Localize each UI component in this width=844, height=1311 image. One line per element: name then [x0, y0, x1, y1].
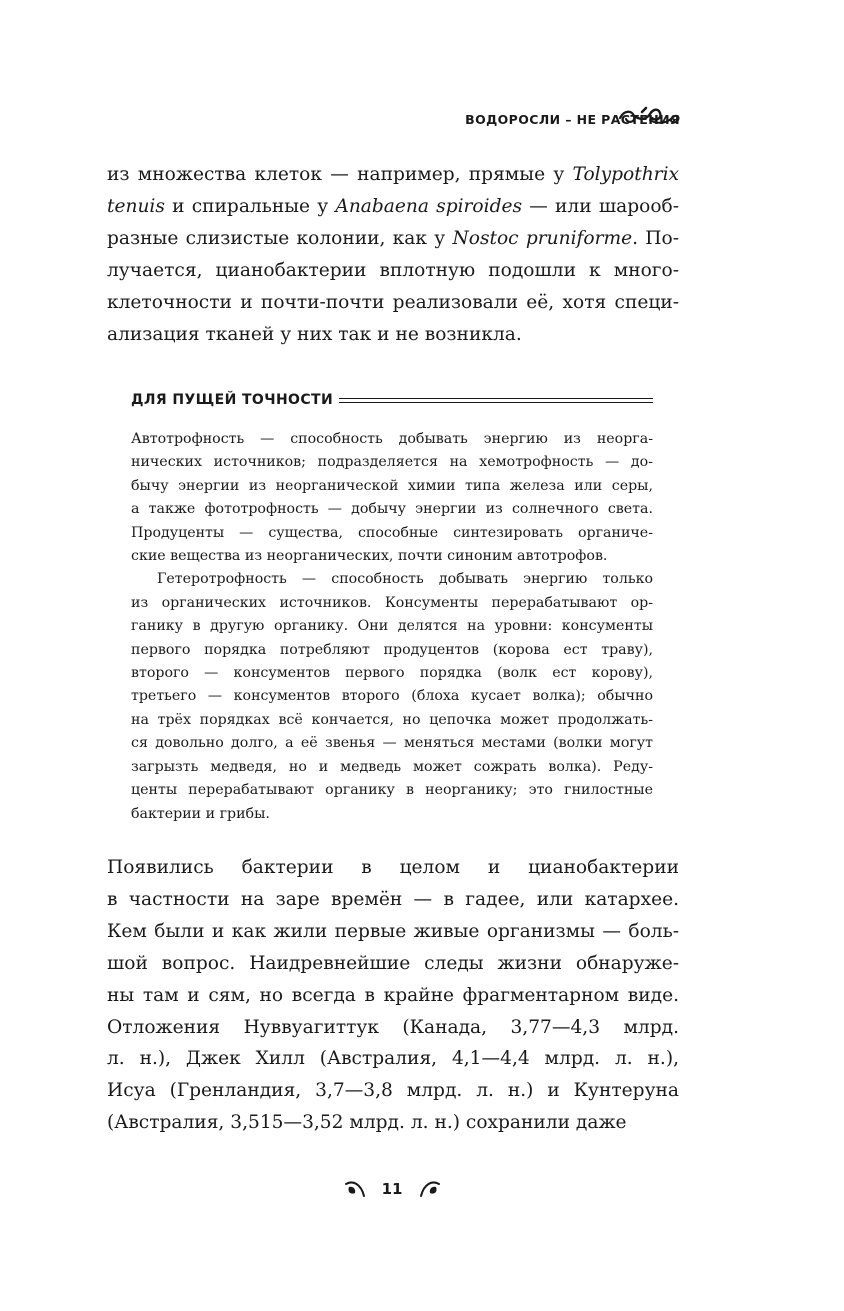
sidebar-paragraph-2-line: ганику в другую органику. Они делятся на уровни: консументы — [131, 618, 653, 635]
sidebar-paragraph-2-line: из органических источников. Консументы перерабатывают ор- — [131, 594, 653, 611]
body-paragraph-1-line: tenuis и спиральные у Anabaena spiroides — или шарооб- — [107, 195, 679, 217]
sidebar-paragraph-2-line: Гетеротрофность — способность добывать энергию только — [157, 571, 653, 588]
body-paragraph-2-line: в частности на заре времён — в гадее, или катархее. — [107, 888, 679, 910]
sprout-right-icon — [416, 1178, 442, 1202]
sidebar-paragraph-1-line: ские вещества из неорганических, почти синоним автотрофов. — [131, 548, 608, 565]
sidebar-paragraph-2-line: третьего — консументов второго (блоха кусает волка); обычно — [131, 688, 653, 705]
page-footer — [0, 1178, 844, 1204]
sidebar-header — [131, 386, 653, 416]
sprout-left-icon — [343, 1178, 369, 1202]
body-paragraph-1-line: ализация тканей у них так и не возникла. — [107, 323, 522, 345]
sidebar-paragraph-1-line: Автотрофность — способность добывать энергию из неорга- — [131, 431, 653, 447]
double-rule — [339, 398, 653, 403]
body-paragraph-1-line: клеточности и почти-почти реализовали её, хотя специ- — [107, 291, 679, 313]
sidebar-paragraph-1-line: а также фототрофность — добычу энергии из солнечного света. — [131, 501, 653, 518]
sidebar-paragraph-1-line: бычу энергии из неорганической химии типа железа или серы, — [131, 477, 653, 494]
sidebar-box — [131, 428, 653, 826]
running-head: ВОДОРОСЛИ – НЕ РАСТЕНИЯ — [465, 112, 680, 127]
sidebar-paragraph-2-line: ся довольно долго, а её звенья — меняться местами (волки могут — [131, 735, 653, 752]
sidebar-paragraph-1-line: нических источников; подразделяется на хемотрофность — до- — [131, 454, 653, 471]
body-paragraph-1-line: разные слизистые колонии, как у Nostoc pruniforme. По- — [107, 227, 679, 249]
sidebar-paragraph-2-line: первого порядка потребляют продуцентов (корова ест траву), — [131, 641, 653, 658]
sidebar-paragraph-2-line: второго — консументов первого порядка (волк ест корову), — [131, 665, 653, 682]
body-paragraph-2-line: (Австралия, 3,515—3,52 млрд. л. н.) сохранили даже — [107, 1112, 627, 1134]
page-number: 11 — [381, 1180, 403, 1198]
flourish-icon — [616, 104, 682, 130]
body-paragraph-1 — [107, 159, 679, 350]
body-paragraph-2-line: шой вопрос. Наидревнейшие следы жизни обнаруже- — [107, 952, 679, 974]
sidebar-paragraph-2-line: центы перерабатывают органику в неорганику; это гнилостные — [131, 782, 653, 799]
sidebar-paragraph-2-line: загрызть медведя, но и медведь может сожрать волка). Реду- — [131, 758, 653, 775]
body-paragraph-2-line: л. н.), Джек Хилл (Австралия, 4,1—4,4 млрд. л. н.), — [107, 1048, 679, 1070]
body-paragraph-2-line: Появились бактерии в целом и цианобактерии — [107, 857, 679, 878]
body-paragraph-2-line: Отложения Нуввуагиттук (Канада, 3,77—4,3 млрд. — [107, 1016, 679, 1038]
body-paragraph-1-line: лучается, цианобактерии вплотную подошли к много- — [107, 259, 679, 281]
body-paragraph-2-line: ны там и сям, но всегда в крайне фрагментарном виде. — [107, 984, 679, 1006]
sidebar-paragraph-2-line: бактерии и грибы. — [131, 805, 270, 822]
body-paragraph-2-line: Исуа (Гренландия, 3,7—3,8 млрд. л. н.) и Кунтеруна — [107, 1080, 679, 1102]
body-paragraph-2-line: Кем были и как жили первые живые организмы — боль- — [107, 920, 679, 942]
sidebar-title: ДЛЯ ПУЩЕЙ ТОЧНОСТИ — [131, 392, 334, 408]
body-paragraph-1-line: из множества клеток — например, прямые у Tolypothrix — [107, 164, 679, 185]
body-paragraph-2 — [107, 852, 679, 1139]
sidebar-paragraph-2-line: на трёх порядках всё кончается, но цепочка может продолжать- — [131, 711, 653, 728]
sidebar-paragraph-1-line: Продуценты — существа, способные синтезировать органиче- — [131, 524, 653, 541]
